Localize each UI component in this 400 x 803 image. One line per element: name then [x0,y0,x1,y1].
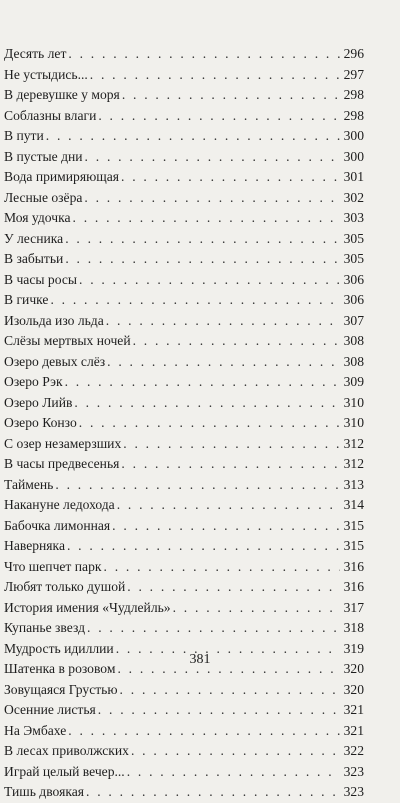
toc-entry [4,454,364,475]
dot-leader [73,208,340,229]
toc-entry-page: 297 [343,66,364,82]
dot-leader [121,454,340,475]
dot-leader [67,536,340,557]
toc-entry-title: В деревушке у моря [4,87,120,102]
toc-entry-title: Десять лет [4,46,67,61]
dot-leader [65,372,340,393]
dot-leader [74,393,340,414]
toc-entry [4,167,364,188]
toc-entry-page: 321 [343,702,364,717]
toc-entry-page: 320 [343,661,364,676]
toc-entry-page: 310 [343,415,364,430]
toc-entry-page: 313 [343,476,364,492]
toc-entry-title: В пустые дни [4,148,83,164]
toc-entry-page: 308 [343,333,364,348]
toc-entry [4,311,364,332]
dot-leader [98,700,340,721]
toc-entry-page: 322 [343,743,364,758]
dot-leader [50,290,340,311]
toc-entry [4,577,364,598]
toc-entry [4,413,364,434]
dot-leader [173,598,340,619]
toc-entry [4,741,364,762]
toc-entry [4,270,364,291]
toc-entry [4,721,364,742]
toc-entry-page: 303 [343,210,364,225]
dot-leader [123,434,340,455]
toc-entry-page: 307 [343,312,364,328]
toc-entry-title: У лесника [4,230,64,246]
toc-entry [4,65,364,86]
toc-entry [4,618,364,639]
dot-leader [107,352,340,373]
dot-leader [112,516,340,537]
toc-entry-page: 315 [343,538,364,553]
toc-entry [4,598,364,619]
toc-entry-page: 309 [343,374,364,389]
dot-leader [90,65,340,86]
toc-entry [4,680,364,701]
toc-entry [4,208,364,229]
dot-leader [79,413,340,434]
toc-entry-title: Зовущаяся Грустью [4,681,118,697]
toc-entry-title: В лесах приволжских [4,743,129,758]
dot-leader [98,106,340,127]
toc-entry-page: 316 [343,579,364,594]
toc-entry-title: В часы росы [4,271,78,287]
toc-entry-title: Моя удочка [4,210,71,225]
dot-leader [46,126,340,147]
toc-entry-page: 318 [343,620,364,635]
toc-entry [4,352,364,373]
dot-leader [68,721,340,742]
table-of-contents [4,44,364,803]
toc-entry-page: 314 [343,497,364,512]
toc-entry-page: 320 [343,681,364,697]
toc-entry [4,700,364,721]
toc-entry [4,106,364,127]
toc-entry [4,372,364,393]
dot-leader [120,680,340,701]
toc-entry-title: В забытьи [4,251,64,266]
toc-entry-page: 316 [343,558,364,574]
toc-entry [4,249,364,270]
toc-entry-title: С озер незамерзших [4,435,122,451]
toc-entry [4,782,364,803]
toc-entry-page: 301 [343,169,364,184]
toc-entry [4,147,364,168]
toc-entry [4,188,364,209]
toc-entry-page: 298 [343,87,364,102]
toc-entry [4,229,364,250]
toc-entry-title: Что шепчет парк [4,558,102,574]
toc-entry-page: 317 [343,599,364,615]
toc-entry [4,85,364,106]
toc-entry-page: 302 [343,189,364,205]
toc-entry [4,557,364,578]
toc-entry [4,126,364,147]
toc-entry-title: Купанье звезд [4,620,86,635]
dot-leader [85,147,340,168]
dot-leader [68,44,340,65]
toc-entry-page: 312 [343,456,364,471]
dot-leader [127,577,340,598]
dot-leader [87,618,340,639]
dot-leader [131,741,340,762]
toc-entry-page: 300 [343,128,364,143]
toc-entry [4,536,364,557]
toc-entry-title: В пути [4,128,44,143]
toc-entry-page: 319 [343,640,364,656]
toc-entry-page: 323 [343,763,364,779]
toc-entry-page: 315 [343,517,364,533]
dot-leader [104,557,341,578]
dot-leader [84,188,340,209]
toc-entry-title: Соблазны влаги [4,107,97,123]
toc-entry-title: Наверняка [4,538,65,553]
toc-entry-page: 310 [343,394,364,410]
toc-entry-title: Осенние листья [4,702,96,717]
dot-leader [65,249,340,270]
toc-entry-page: 312 [343,435,364,451]
toc-entry [4,495,364,516]
toc-entry-title: Лесные озёра [4,189,83,205]
dot-leader [127,762,340,783]
toc-entry-title: Изольда изо льда [4,312,104,328]
toc-entry-page: 306 [343,271,364,287]
toc-entry [4,290,364,311]
toc-entry-title: Бабочка лимонная [4,517,111,533]
toc-entry-page: 306 [343,292,364,307]
toc-entry-page: 323 [343,784,364,799]
toc-entry [4,44,364,65]
toc-entry-title: Слёзы мертвых ночей [4,333,131,348]
toc-entry-title: Озеро девых слёз [4,353,106,369]
toc-entry [4,475,364,496]
toc-entry-page: 305 [343,251,364,266]
toc-entry-page: 321 [343,722,364,738]
toc-entry-title: Накануне ледохода [4,497,115,512]
toc-entry [4,434,364,455]
toc-entry-title: Озеро Лийв [4,394,73,410]
dot-leader [117,495,340,516]
dot-leader [79,270,340,291]
toc-entry [4,516,364,537]
dot-leader [65,229,340,250]
toc-entry-title: Озеро Конзо [4,415,77,430]
dot-leader [86,782,340,803]
toc-entry-title: Тишь двоякая [4,784,85,799]
dot-leader [133,331,340,352]
toc-entry-title: Не устыдись... [4,66,88,82]
toc-entry-title: История имения «Чудлейль» [4,599,171,615]
toc-entry-title: В гичке [4,292,49,307]
toc-entry-title: Играй целый вечер... [4,763,125,779]
toc-entry-page: 305 [343,230,364,246]
toc-entry-title: В часы предвесенья [4,456,120,471]
page-number: 381 [189,652,211,667]
toc-entry-title: Озеро Рэк [4,374,63,389]
dot-leader [106,311,340,332]
toc-entry [4,762,364,783]
toc-entry-page: 308 [343,353,364,369]
dot-leader [122,85,340,106]
toc-entry-title: Мудрость идиллии [4,640,114,656]
toc-entry-title: Таймень [4,476,54,492]
toc-entry-title: На Эмбахе [4,722,67,738]
dot-leader [55,475,340,496]
toc-entry-page: 298 [343,107,364,123]
toc-entry [4,331,364,352]
toc-entry-title: Любят только душой [4,579,126,594]
toc-entry-title: Вода примиряющая [4,169,120,184]
toc-entry-title: Шатенка в розовом [4,661,116,676]
dot-leader [121,167,340,188]
toc-entry [4,393,364,414]
toc-entry-page: 296 [343,46,364,61]
toc-entry-page: 300 [343,148,364,164]
